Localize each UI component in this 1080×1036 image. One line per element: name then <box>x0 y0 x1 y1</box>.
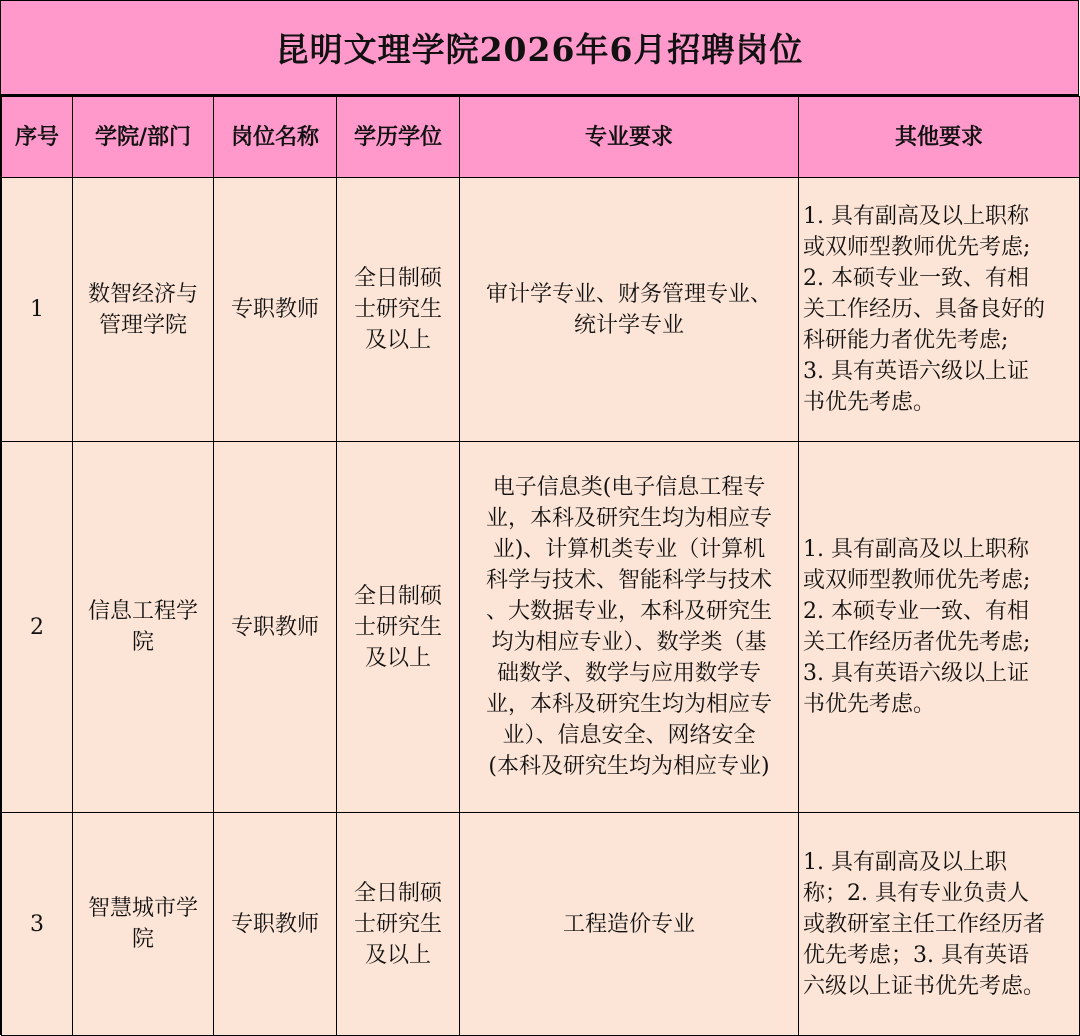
header-other: 其他要求 <box>799 97 1080 178</box>
cell-major: 电子信息类(电子信息工程专 业，本科及研究生均为相应专 业)、计算机类专业（计算机 科学与技术、智能科学与技术 、大数据专业，本科及研究生 均为相应专业）、数学类（基 础数学、数学与应用数学专 业，本科及研究生均为相应专 业）、信息安全、网络安全 (本科及研究生均为相应专业) <box>460 442 799 813</box>
cell-position: 专职教师 <box>214 813 337 1036</box>
table-row <box>2 813 1080 1036</box>
cell-degree: 全日制硕 士研究生 及以上 <box>337 442 460 813</box>
header-seq: 序号 <box>2 97 73 178</box>
header-row <box>2 97 1080 178</box>
table-row <box>2 178 1080 442</box>
cell-dept: 信息工程学 院 <box>73 442 214 813</box>
cell-position: 专职教师 <box>214 178 337 442</box>
cell-seq: 1 <box>2 178 73 442</box>
cell-dept: 数智经济与 管理学院 <box>73 178 214 442</box>
cell-seq: 3 <box>2 813 73 1036</box>
cell-major: 审计学专业、财务管理专业、 统计学专业 <box>460 178 799 442</box>
sheet-title: 昆明文理学院2026年6月招聘岗位 <box>1 1 1079 96</box>
cell-major: 工程造价专业 <box>460 813 799 1036</box>
header-degree: 学历学位 <box>337 97 460 178</box>
header-dept: 学院/部门 <box>73 97 214 178</box>
cell-degree: 全日制硕 士研究生 及以上 <box>337 178 460 442</box>
positions-table <box>1 96 1080 1036</box>
cell-degree: 全日制硕 士研究生 及以上 <box>337 813 460 1036</box>
cell-position: 专职教师 <box>214 442 337 813</box>
cell-seq: 2 <box>2 442 73 813</box>
cell-dept: 智慧城市学 院 <box>73 813 214 1036</box>
cell-other: 1. 具有副高及以上职称 或双师型教师优先考虑; 2. 本硕专业一致、有相 关工作经历、具备良好的 科研能力者优先考虑; 3. 具有英语六级以上证 书优先考虑。 <box>799 178 1080 442</box>
cell-other: 1. 具有副高及以上职称 或双师型教师优先考虑; 2. 本硕专业一致、有相 关工作经历者优先考虑; 3. 具有英语六级以上证 书优先考虑。 <box>799 442 1080 813</box>
header-position: 岗位名称 <box>214 97 337 178</box>
table-row <box>2 442 1080 813</box>
cell-other: 1. 具有副高及以上职 称；2. 具有专业负责人 或教研室主任工作经历者 优先考虑；3. 具有英语 六级以上证书优先考虑。 <box>799 813 1080 1036</box>
header-major: 专业要求 <box>460 97 799 178</box>
